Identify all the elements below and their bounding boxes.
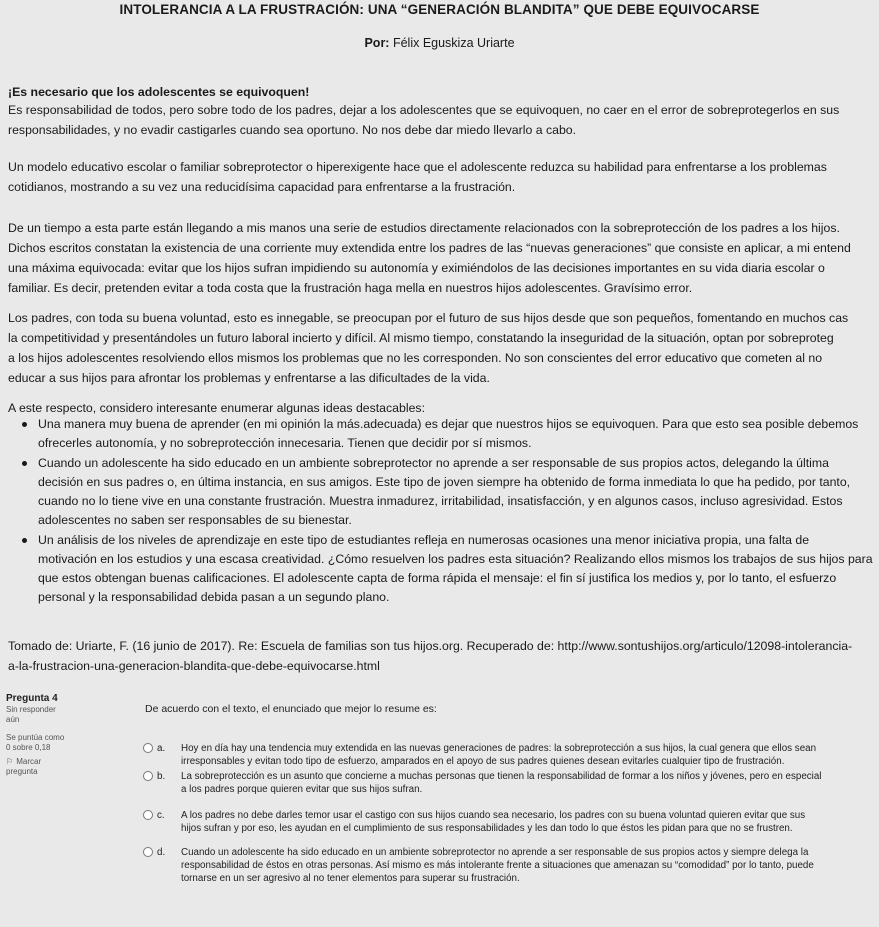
paragraph-line: la competitividad y presentándoles un futuro laboral incierto y difícil. Al mismo tiempo, constatando la inseguridad de la situación, optan por sobreproteg	[8, 331, 834, 345]
author-name: Félix Eguskiza Uriarte	[392, 36, 515, 50]
paragraph-line: familiar. Es decir, pretenden evitar a toda costa que la frustración haga mella en nuestros hijos adolescentes. Gravísimo error.	[8, 281, 693, 295]
bullet-line: cuando no lo tiene vive en una constante frustración. Muestra inmadurez, irritabilidad, insatisfacción, y en algunos casos, incluso agresividad. Estos	[38, 494, 843, 508]
question-number: Pregunta 4	[6, 693, 58, 704]
question-status: Sin responder	[6, 705, 56, 714]
bullet-icon	[22, 538, 27, 543]
bullet-line: Cuando un adolescente ha sido educado en un ambiente sobreprotector no aprende a ser responsable de sus propios actos, delegando la última	[38, 456, 829, 470]
flag-icon: ⚐	[6, 757, 14, 766]
article-subheading: ¡Es necesario que los adolescentes se equivoquen!	[8, 85, 310, 99]
citation-line: a-la-frustracion-una-generacion-blandita-que-debe-equivocarse.html	[8, 659, 380, 673]
bullet-line: personal y la responsabilidad debida pasan a un segundo plano.	[38, 590, 390, 604]
paragraph-line: Es responsabilidad de todos, pero sobre todo de los padres, dejar a los adolescentes que se equivoquen, no caer en el error de sobreprotegerlos en sus	[8, 103, 840, 117]
paragraph-line: cotidianos, mostrando a su vez una reducidísima capacidad para enfrentarse a la frustración.	[8, 180, 516, 194]
bullet-line: Una manera muy buena de aprender (en mi opinión la más.adecuada) es dejar que nuestros hijos se equivoquen. Para que esto sea posible debemos	[38, 417, 859, 431]
question-score: Se puntúa como	[6, 733, 65, 742]
option-line: tornarse en un ser agresivo al no tener elementos para superar su frustración.	[181, 873, 520, 884]
question-status-2: aún	[6, 715, 20, 724]
citation-line: Tomado de: Uriarte, F. (16 junio de 2017). Re: Escuela de familias son tus hijos.org. Recuperado de: http://www.sontushijos.org/articulo/12098-intolerancia-	[8, 639, 853, 653]
paragraph-4	[8, 308, 876, 388]
bullet-line: ofrecerles autonomía, y no sobreprotección innecesaria. Tienen que decidir por sí mismos.	[38, 436, 532, 450]
option-line: irresponsables y evitan todo tipo de esfuerzo, amparados en el apoyo de sus padres quienes desean evitarles cualquier tipo de frustración.	[181, 756, 785, 767]
article-title: INTOLERANCIA A LA FRUSTRACIÓN: UNA “GENERACIÓN BLANDITA” QUE DEBE EQUIVOCARSE	[119, 2, 760, 17]
paragraph-line: Dichos escritos constatan la existencia de una corriente muy extendida entre los padres de las “nuevas generaciones” que consiste en aplicar, a mi entend	[8, 241, 851, 255]
author-label: Por:	[364, 36, 390, 50]
bullet-item-2	[22, 454, 877, 532]
bullet-line: que estos obtengan buenas calificaciones. El adolescente capta de forma rápida el mensaje: el fin sí justifica los medios y, por lo tanto, el esfuerzo	[38, 571, 837, 585]
paragraph-3	[8, 218, 876, 298]
bullet-icon	[22, 422, 27, 427]
radio-button[interactable]	[143, 810, 153, 820]
paragraph-line: A este respecto, considero interesante enumerar algunas ideas destacables:	[8, 401, 425, 415]
paragraph-line: Los padres, con toda su buena voluntad, esto es innegable, se preocupan por el futuro de sus hijos desde que son pequeños, fomentando en muchos cas	[8, 311, 849, 325]
article-author	[0, 36, 879, 50]
bullet-line: motivación en los estudios y una escasa creatividad. ¿Cómo resuelven los padres esta situación? Realizando ellos mismos los trabajos de sus hijos para	[38, 552, 873, 566]
question-score-value: 0 sobre 0,18	[6, 743, 51, 752]
option-line: hijos sufran y por eso, les ayudan en el cumplimiento de sus responsabilidades y les dan todo lo que éstos les pidan para que no se frustren.	[181, 823, 793, 834]
option-line: La sobreprotección es un asunto que concierne a muchas personas que tienen la responsabilidad de formar a los niños y jóvenes, pero en especial	[181, 771, 822, 782]
question-info	[6, 694, 121, 777]
option-letter: b.	[157, 771, 166, 782]
bullet-line: decisión en sus padres o, en última instancia, en sus amigos. Este tipo de joven siempre ha obtenido de forma inmediata lo que ha pedido, por tanto,	[38, 475, 851, 489]
bullet-item-1	[22, 415, 877, 455]
paragraph-line: Un modelo educativo escolar o familiar sobreprotector o hiperexigente hace que el adolescente reduzca su habilidad para enfrentarse a los problemas	[8, 160, 827, 174]
radio-button[interactable]	[143, 743, 153, 753]
option-letter: c.	[157, 810, 165, 821]
bullet-icon	[22, 461, 27, 466]
paragraph-line: De un tiempo a esta parte están llegando a mis manos una serie de estudios directamente relacionados con la sobreprotección de los padres a los hijos.	[8, 221, 840, 235]
flag-question-link[interactable]	[6, 757, 121, 767]
option-letter: d.	[157, 847, 166, 858]
flag-question-label: Marcar	[16, 757, 42, 766]
option-letter: a.	[157, 743, 166, 754]
paragraph-line: una máxima equivocada: evitar que los hijos sufran impidiendo su autonomía y eximiéndolos de las decisiones importantes en su vida diaria escolar o	[8, 261, 825, 275]
paragraph-line: educar a sus hijos para afrontar los problemas y enfrentarse a las dificultades de la vida.	[8, 371, 490, 385]
bullet-item-3	[22, 531, 877, 609]
citation	[8, 636, 876, 676]
paragraph-2	[8, 157, 876, 197]
question-text: De acuerdo con el texto, el enunciado que mejor lo resume es:	[145, 703, 437, 715]
bullet-line: Un análisis de los niveles de aprendizaje en este tipo de estudiantes refleja en numerosas ocasiones una menor iniciativa propia, una falta de	[38, 533, 810, 547]
option-line: a los padres porque quieren evitar que sus hijos sufran.	[181, 784, 423, 795]
option-line: Cuando un adolescente ha sido educado en un ambiente sobreprotector no aprende a ser responsable de sus propios actos y siempre delega la	[181, 847, 809, 858]
option-line: Hoy en día hay una tendencia muy extendida en las nuevas generaciones de padres: la sobreprotección a sus hijos, la cual genera que ellos sean	[181, 743, 817, 754]
radio-button[interactable]	[143, 847, 153, 857]
paragraph-line: responsabilidades, y no evadir castigarles cuando sea oportuno. No nos debe dar miedo llevarlo a cabo.	[8, 123, 577, 137]
radio-button[interactable]	[143, 771, 153, 781]
option-line: A los padres no debe darles temor usar el castigo con sus hijos cuando sea necesario, los padres con su buena voluntad quieren evitar que sus	[181, 810, 806, 821]
bullet-line: adolescentes no saben ser responsables de su bienestar.	[38, 513, 352, 527]
paragraph-line: a los hijos adolescentes resolviendo ellos mismos los problemas que no les corresponden. No son conscientes del error educativo que cometen al no	[8, 351, 823, 365]
flag-question-label-2: pregunta	[6, 767, 38, 776]
paragraph-1	[8, 100, 876, 140]
quiz-question	[0, 690, 879, 927]
option-line: responsabilidad de éstos en otras personas. Así mismo es más intolerante frente a situaciones que amenazan su “comodidad” por lo tanto, puede	[181, 860, 814, 871]
